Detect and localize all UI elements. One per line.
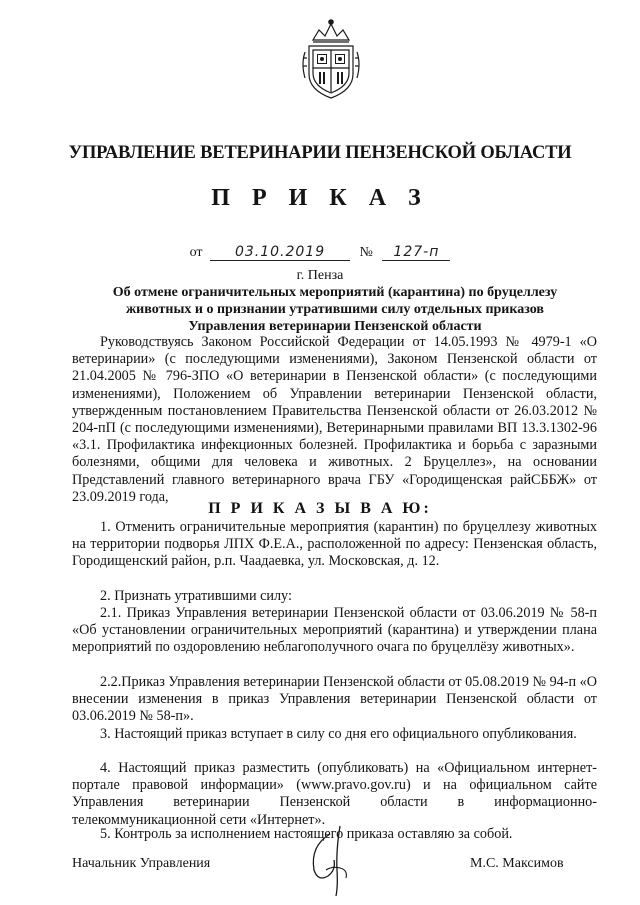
city: г. Пенза [296, 268, 344, 283]
registration-line [0, 244, 640, 261]
item-3: 3. Настоящий приказ вступает в силу со дня его официального опубликования. [100, 726, 577, 742]
item-2-2: 2.2.Приказ Управления ветеринарии Пензенской области от 05.08.2019 № 94-п «О внесении изменения в приказ Управления ветеринарии Пензенской области от 03.06.2019 № 58-п». [72, 674, 597, 725]
signatory-name: М.С. Максимов [470, 856, 564, 871]
order-number: 127-п [382, 244, 450, 261]
order-heading: П Р И К А З Ы В А Ю: [208, 500, 432, 517]
item-5: 5. Контроль за исполнением настоящего приказа оставляю за собой. [100, 826, 513, 842]
item-4: 4. Настоящий приказ разместить (опубликовать) на «Официальном интернет-портале правовой информации» (www.pravo.gov.ru) и на официальном сайте Управления ветеринарии Пензенской области в информационно-телекоммуникационной сети «Интернет». [72, 760, 597, 828]
coat-of-arms-icon [299, 18, 363, 100]
date-prefix: от [189, 245, 203, 260]
preamble-paragraph: Руководствуясь Законом Российской Федерации от 14.05.1993 № 4979-1 «О ветеринарии» (с последующими изменениями), Законом Пензенской области от 21.04.2005 № 796-ЗПО «О ветеринарии в Пензенской области» (с последующими изменениями), Положением об Управлении ветеринарии Пензенской области, утвержденным постановлением Правительства Пензенской области от 26.03.2012 № 204-пП (с последующими изменениями), Ветеринарными правилами ВП 13.3.1302-96 «3.1. Профилактика инфекционных болезней. Профилактика и борьба с заразными болезнями, общими для человека и животных. 2 Бруцеллез», на основании Представлений главного ветеринарного врача ГБУ «Городищенская райСББЖ» от 23.09.2019 года, [72, 334, 597, 505]
item-1: 1. Отменить ограничительные мероприятия (карантин) по бруцеллезу животных на территории подворья ЛПХ Ф.Е.А., расположенной по адресу: Пензенская область, Городищенский район, р.п. Чаадаевка, ул. Московская, д. 12. [72, 519, 597, 570]
order-date: 03.10.2019 [210, 244, 350, 261]
signatory-title: Начальник Управления [72, 856, 211, 871]
order-subject: Об отмене ограничительных мероприятий (карантина) по бруцеллезу животных и о признании утратившими силу отдельных приказов Управления ветеринарии Пензенской области [112, 285, 558, 334]
agency-name: УПРАВЛЕНИЕ ВЕТЕРИНАРИИ ПЕНЗЕНСКОЙ ОБЛАСТИ [68, 143, 572, 163]
number-prefix: № [359, 245, 373, 260]
document-type: П Р И К А З [211, 185, 429, 211]
item-2: 2. Признать утратившими силу: [100, 588, 292, 604]
item-2-1: 2.1. Приказ Управления ветеринарии Пензенской области от 03.06.2019 № 58-п «Об установлении ограничительных мероприятий (карантина) и утверждении плана мероприятий по оздоровлению неблагополучного очага по бруцеллёзу животных». [72, 605, 597, 656]
handwritten-signature-icon [300, 820, 370, 898]
